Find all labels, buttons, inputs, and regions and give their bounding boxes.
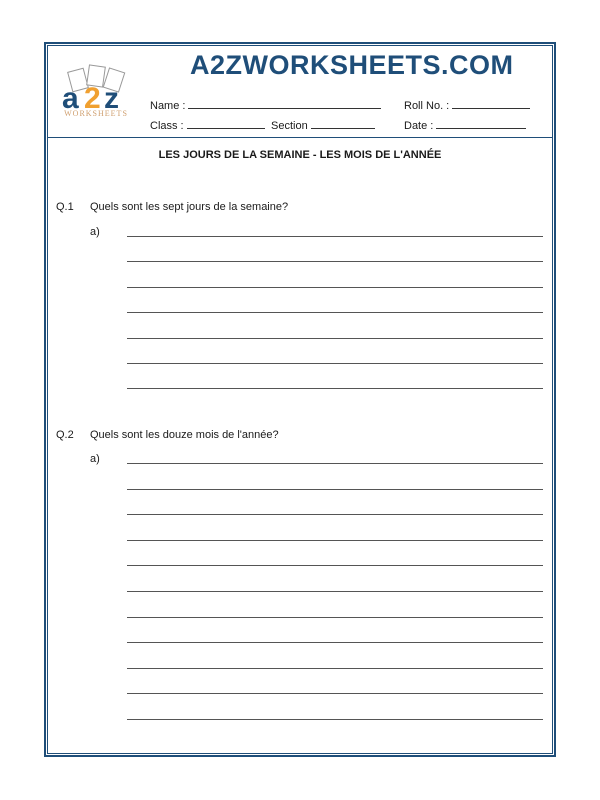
name-field[interactable] [150, 98, 381, 112]
site-title: A2ZWORKSHEETS.COM [190, 50, 514, 80]
question-1-number: Q.1 [56, 201, 74, 213]
answer-line[interactable] [127, 363, 543, 364]
class-label: Class : [150, 120, 184, 132]
name-label: Name : [150, 100, 186, 112]
answer-line[interactable] [127, 261, 543, 262]
svg-text:2: 2 [84, 82, 101, 115]
answer-line[interactable] [127, 489, 543, 490]
date-blank[interactable] [436, 118, 526, 129]
question-1-sub-label: a) [90, 226, 100, 238]
logo-wordmark: WORKSHEETS [64, 109, 128, 118]
date-field[interactable] [404, 118, 526, 132]
answer-line[interactable] [127, 642, 543, 643]
class-blank[interactable] [187, 118, 265, 129]
answer-line[interactable] [127, 287, 543, 288]
roll-no-label: Roll No. : [404, 100, 450, 112]
section-field[interactable] [271, 118, 375, 132]
answer-line[interactable] [127, 591, 543, 592]
section-label: Section [271, 120, 308, 132]
answer-line[interactable] [127, 388, 543, 389]
answer-line[interactable] [127, 693, 543, 694]
question-2-number: Q.2 [56, 429, 74, 441]
answer-line[interactable] [127, 668, 543, 669]
answer-line[interactable] [127, 540, 543, 541]
answer-line[interactable] [127, 565, 543, 566]
answer-line[interactable] [127, 719, 543, 720]
question-2-sub-label: a) [90, 453, 100, 465]
section-blank[interactable] [311, 118, 375, 129]
roll-no-field[interactable] [404, 98, 530, 112]
answer-line[interactable] [127, 236, 543, 237]
class-field[interactable] [150, 118, 265, 132]
question-2-text: Quels sont les douze mois de l'année? [90, 429, 279, 441]
worksheet-title: LES JOURS DE LA SEMAINE - LES MOIS DE L'ANNÉE [158, 149, 442, 161]
answer-line[interactable] [127, 312, 543, 313]
date-label: Date : [404, 120, 434, 132]
name-blank[interactable] [188, 98, 381, 109]
svg-text:z: z [104, 82, 119, 115]
answer-line[interactable] [127, 463, 543, 464]
answer-line[interactable] [127, 514, 543, 515]
answer-line[interactable] [127, 338, 543, 339]
svg-text:a: a [62, 82, 79, 115]
question-1-text: Quels sont les sept jours de la semaine? [90, 201, 289, 213]
header-divider [47, 137, 553, 138]
answer-line[interactable] [127, 617, 543, 618]
roll-no-blank[interactable] [452, 98, 530, 109]
